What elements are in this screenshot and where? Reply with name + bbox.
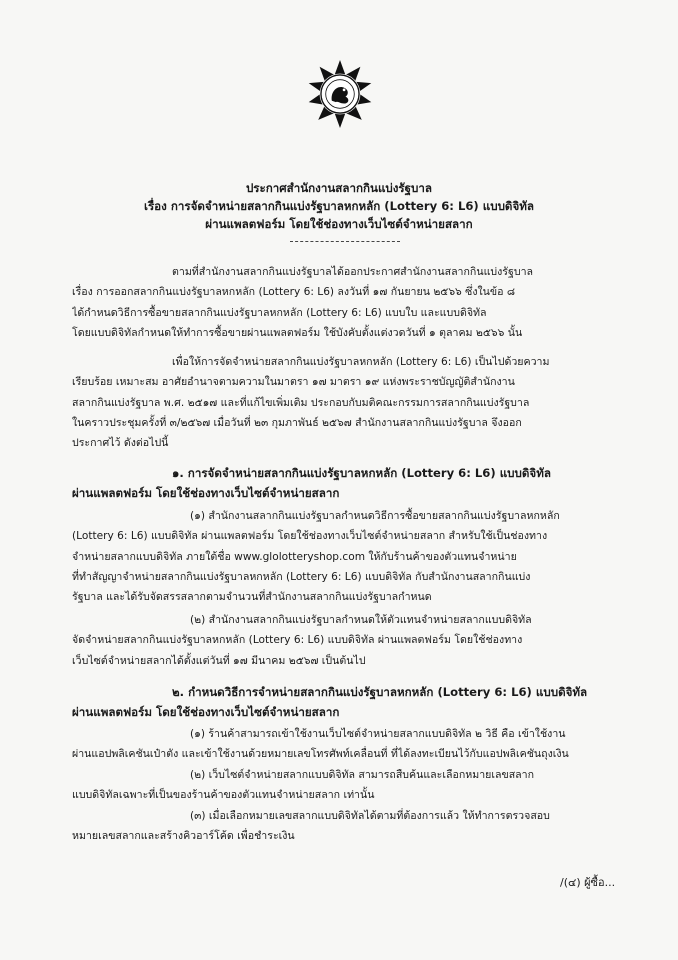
text-line: หมายเลขสลากและสร้างคิวอาร์โค้ด เพื่อชำระเงิน [72,830,295,843]
text-line: จัดจำหน่ายสลากกินแบ่งรัฐบาลหกหลัก (Lottery 6: L6) แบบดิจิทัล ผ่านแพลตฟอร์ม โดยใช้ช่องทาง [72,634,523,647]
text-line: ๑. การจัดจำหน่ายสลากกินแบ่งรัฐบาลหกหลัก (Lottery 6: L6) แบบดิจิทัล [172,466,551,480]
intro-paragraph [72,262,620,343]
text-line: (๒) สำนักงานสลากกินแบ่งรัฐบาลกำหนดให้ตัวแทนจำหน่ายสลากแบบดิจิทัล [190,614,532,626]
announcement-title: ประกาศสำนักงานสลากกินแบ่งรัฐบาล [245,181,433,195]
text-line: เรื่อง การออกสลากกินแบ่งรัฐบาลหกหลัก (Lottery 6: L6) ลงวันที่ ๑๗ กันยายน ๒๕๖๖ ซึ่งในข้อ ๘ [72,286,516,299]
text-line: (๑) สำนักงานสลากกินแบ่งรัฐบาลกำหนดวิธีการซื้อขายสลากกินแบ่งรัฐบาลหกหลัก [190,510,560,522]
text-line: รัฐบาล และได้รับจัดสรรสลากตามจำนวนที่สำนักงานสลากกินแบ่งรัฐบาลกำหนด [72,591,432,604]
text-line: เว็บไซต์จำหน่ายสลากได้ตั้งแต่วันที่ ๑๗ มีนาคม ๒๕๖๗ เป็นต้นไป [72,654,366,667]
text-line: (๓) เมื่อเลือกหมายเลขสลากแบบดิจิทัลได้ตามที่ต้องการแล้ว ให้ทำการตรวจสอบ [190,810,550,822]
section-2-title [72,682,632,723]
text-line: ในคราวประชุมครั้งที่ ๓/๒๕๖๗ เมื่อวันที่ ๒๓ กุมภาพันธ์ ๒๕๖๗ สำนักงานสลากกินแบ่งรัฐบาล จึงออก [72,416,522,429]
announcement-subject-continued: ผ่านแพลตฟอร์ม โดยใช้ช่องทางเว็บไซต์จำหน่ายสลาก [205,217,473,231]
section-2-item-3 [72,806,620,847]
text-line: ๒. กำหนดวิธีการจำหน่ายสลากกินแบ่งรัฐบาลหกหลัก (Lottery 6: L6) แบบดิจิทัล [172,685,588,699]
text-line: ผ่านแอปพลิเคชันเป๋าตัง และเข้าใช้งานด้วยหมายเลขโทรศัพท์เคลื่อนที่ ที่ได้ลงทะเบียนไว้กับแอปพลิเคชันถุงเงิน [72,748,569,761]
text-line: เรียบร้อย เหมาะสม อาศัยอำนาจตามความในมาตรา ๑๗ มาตรา ๑๙ แห่งพระราชบัญญัติสำนักงาน [72,376,515,389]
heading-divider [290,241,400,242]
text-line: (๑) ร้านค้าสามารถเข้าใช้งานเว็บไซต์จำหน่ายสลากแบบดิจิทัล ๒ วิธี คือ เข้าใช้งาน [190,728,566,740]
text-line: สลากกินแบ่งรัฐบาล พ.ศ. ๒๕๑๗ และที่แก้ไขเพิ่มเติม ประกอบกับมติคณะกรรมการสลากกินแบ่งรัฐบาล [72,396,530,409]
section-2-item-2 [72,765,620,806]
section-1-item-2 [72,610,620,671]
text-line: ประกาศไว้ ดังต่อไปนี้ [72,437,169,450]
text-line: โดยแบบดิจิทัลกำหนดให้ทำการซื้อขายผ่านแพลตฟอร์ม ใช้บังคับตั้งแต่งวดวันที่ ๑ ตุลาคม ๒๕๖๖ นั้น [72,326,523,339]
section-1-title [72,463,632,504]
text-line: เพื่อให้การจัดจำหน่ายสลากกินแบ่งรัฐบาลหกหลัก (Lottery 6: L6) เป็นไปด้วยความ [172,356,550,368]
text-line: แบบดิจิทัลเฉพาะที่เป็นของร้านค้าของตัวแทนจำหน่ายสลาก เท่านั้น [72,789,375,802]
section-2-item-1 [72,724,620,765]
text-line: จำหน่ายสลากแบบดิจิทัล ภายใต้ชื่อ www.glolotteryshop.com ให้กับร้านค้าของตัวแทนจำหน่าย [72,550,517,563]
text-line: (Lottery 6: L6) แบบดิจิทัล ผ่านแพลตฟอร์ม โดยใช้ช่องทางเว็บไซต์จำหน่ายสลาก สำหรับใช้เป็นช่องทาง [72,530,548,543]
text-line: ตามที่สำนักงานสลากกินแบ่งรัฐบาลได้ออกประกาศสำนักงานสลากกินแบ่งรัฐบาล [172,266,534,278]
continuation-marker: /(๔) ผู้ซื้อ... [560,876,616,889]
section-1-item-1 [72,506,620,607]
announcement-subject: เรื่อง การจัดจำหน่ายสลากกินแบ่งรัฐบาลหกหลัก (Lottery 6: L6) แบบดิจิทัล [143,199,534,213]
government-lottery-office-emblem-icon [306,60,374,128]
purpose-paragraph [72,352,620,453]
text-line: ที่ทำสัญญาจำหน่ายสลากกินแบ่งรัฐบาลหกหลัก (Lottery 6: L6) แบบดิจิทัล กับสำนักงานสลากกินแบ่ง [72,570,531,583]
text-line: ได้กำหนดวิธีการซื้อขายสลากกินแบ่งรัฐบาลหกหลัก (Lottery 6: L6) แบบใบ และแบบดิจิทัล [72,306,487,319]
text-line: (๒) เว็บไซต์จำหน่ายสลากแบบดิจิทัล สามารถสืบค้นและเลือกหมายเลขสลาก [190,769,535,781]
text-line: ผ่านแพลตฟอร์ม โดยใช้ช่องทางเว็บไซต์จำหน่ายสลาก [72,705,340,720]
text-line: ผ่านแพลตฟอร์ม โดยใช้ช่องทางเว็บไซต์จำหน่ายสลาก [72,486,340,501]
